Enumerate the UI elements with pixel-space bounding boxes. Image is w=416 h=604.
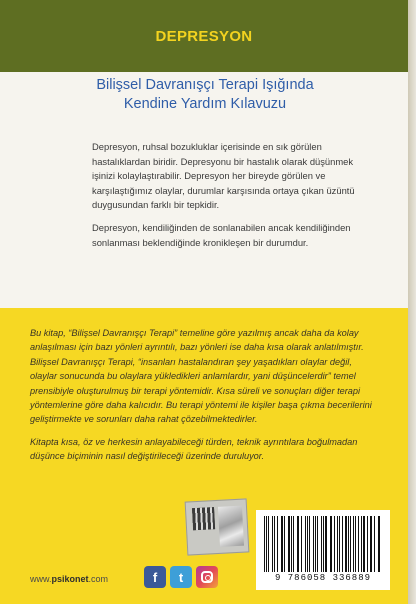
barcode-bar	[297, 516, 298, 572]
facebook-icon[interactable]	[144, 566, 166, 588]
twitter-icon[interactable]	[170, 566, 192, 588]
site-suffix: .com	[88, 574, 109, 584]
barcode-bars	[264, 516, 382, 572]
barcode-number: 9 786058 336889	[274, 573, 371, 583]
barcode-bar	[315, 516, 316, 572]
book-subtitle	[40, 76, 370, 114]
barcode-bar	[325, 516, 326, 572]
isbn-barcode	[256, 510, 390, 590]
barcode-bar	[317, 516, 318, 572]
barcode-bar	[361, 516, 362, 572]
barcode-bar	[264, 516, 265, 572]
description-paragraph-1: Bu kitap, “Bilişsel Davranışçı Terapi” temeline göre yazılmış ancak daha da kolay anlaşılması için bazı yönleri ayrıntılı, bazı yönleri ise daha kısa olarak anlatılmıştır. Bilişsel Davranışçı Terapi, “insanları hastalandıran şey yaşadıkları olaylar değil, olaylar sonucunda bu olaylara yükledikleri anlamlardır, yani düşüncelerdir” temel prensibiyle oluşturulmuş bir terapi yöntemidir. Kısa süreli ve sonuçları diğer terapi yöntemlerine göre daha kalıcıdır. Bu terapi yöntemi ile kişiler başa çıkma becerilerini geliştirmekte ve sorunları daha rahat çözebilmektedirler.	[30, 328, 372, 425]
barcode-bar	[272, 516, 273, 572]
barcode-bar	[301, 516, 302, 572]
barcode-bar	[284, 516, 285, 572]
barcode-bar	[363, 516, 364, 572]
category-title: DEPRESYON	[155, 28, 253, 45]
description-paragraph-2: Kitapta kısa, öz ve herkesin anlayabileceği türden, teknik ayrıntılara boğulmadan düşünce biçiminin nasıl değiştirileceği üzerinde duruluyor.	[30, 436, 358, 462]
barcode-bar	[339, 516, 340, 572]
twitter-glyph: t	[178, 569, 184, 585]
intro-paragraph-1: Depresyon, ruhsal bozukluklar içerisinde en sık görülen hastalıklardan biridir. Depresyonu bir hastalık olarak düşünmek işinizi kolaylaştırabilir. Depresyon her bireyde görülen ve karşılaştığımız olaylar, durumlar karşısında ortaya çıkan üzüntü duygusundan farklı bir tepkidir.	[92, 141, 355, 211]
description-text	[30, 326, 380, 472]
barcode-bar	[288, 516, 289, 572]
security-sticker	[185, 498, 250, 555]
instagram-icon[interactable]	[196, 566, 218, 588]
barcode-bar	[277, 516, 278, 572]
page-edge	[408, 0, 416, 604]
subtitle-line-1: Bilişsel Davranışçı Terapi Işığında	[96, 77, 314, 93]
barcode-bar	[379, 516, 380, 572]
barcode-bar	[371, 516, 372, 572]
site-prefix: www.	[30, 574, 52, 584]
instagram-ring	[201, 571, 213, 583]
facebook-glyph: f	[152, 569, 158, 585]
qr-code-icon	[192, 507, 215, 530]
website-link[interactable]	[30, 574, 108, 584]
barcode-bar	[345, 516, 346, 572]
social-icons	[144, 566, 218, 588]
intro-paragraph-2: Depresyon, kendiliğinden de sonlanabilen ancak kendiliğinden sonlanması beklendiğinde kronikleşen bir durumdur.	[92, 221, 351, 248]
site-brand: psikonet	[51, 574, 89, 584]
barcode-bar	[334, 516, 335, 572]
intro-text	[92, 140, 378, 258]
barcode-bar	[309, 516, 310, 572]
subtitle-line-2: Kendine Yardım Kılavuzu	[123, 96, 287, 112]
hologram	[218, 506, 244, 547]
barcode-bar	[353, 516, 354, 572]
